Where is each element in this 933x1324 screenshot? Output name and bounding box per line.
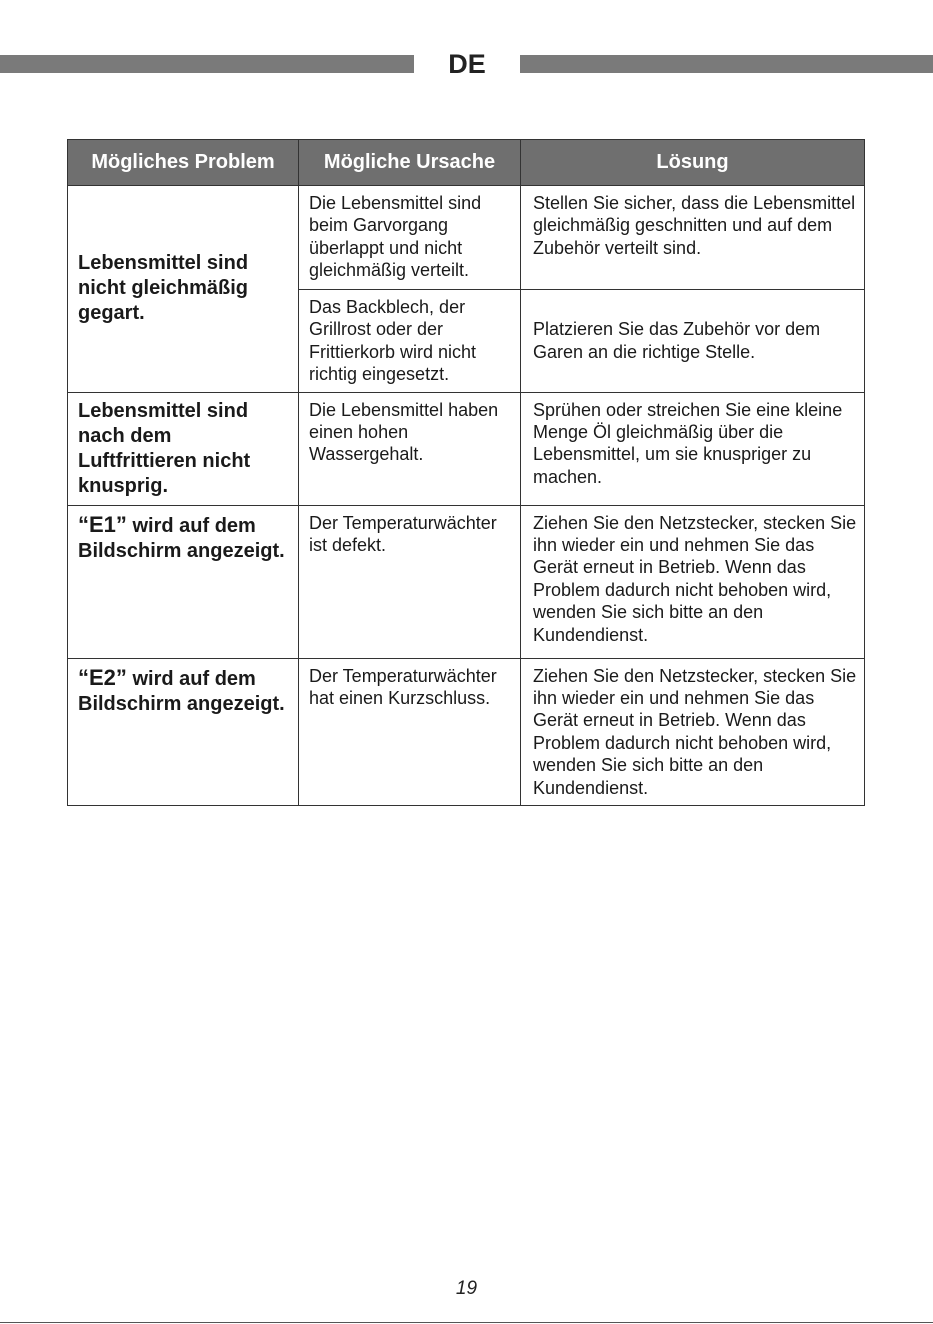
footer-divider	[0, 1322, 933, 1323]
cause-cell: Das Backblech, der Grillrost oder der Frittierkorb wird nicht richtig eingesetzt.	[299, 290, 521, 393]
cause-cell: Die Lebensmittel haben einen hohen Wassergehalt.	[299, 392, 521, 505]
cause-cell: Die Lebensmittel sind beim Garvorgang überlappt und nicht gleichmäßig verteilt.	[299, 186, 521, 290]
solution-cell: Ziehen Sie den Netzstecker, stecken Sie ihn wieder ein und nehmen Sie das Gerät erneut in Betrieb. Wenn das Problem dadurch nicht behoben wird, wenden Sie sich bitte an den Kundendienst.	[521, 505, 865, 658]
page-number: 19	[455, 1278, 478, 1299]
solution-cell: Ziehen Sie den Netzstecker, stecken Sie ihn wieder ein und nehmen Sie das Gerät erneut in Betrieb. Wenn das Problem dadurch nicht behoben wird, wenden Sie sich bitte an den Kundendienst.	[521, 658, 865, 805]
column-header-solution: Lösung	[521, 140, 865, 186]
problem-cell: Lebensmittel sind nicht gleichmäßig gegart.	[68, 186, 299, 393]
problem-cell	[68, 505, 299, 658]
table-row	[68, 392, 865, 505]
table-header-row	[68, 140, 865, 186]
troubleshooting-table	[67, 139, 865, 806]
solution-cell: Platzieren Sie das Zubehör vor dem Garen an die richtige Stelle.	[521, 290, 865, 393]
error-code: “E2”	[78, 664, 127, 690]
problem-cell	[68, 658, 299, 805]
cause-cell: Der Temperaturwächter hat einen Kurzschluss.	[299, 658, 521, 805]
cause-cell: Der Temperaturwächter ist defekt.	[299, 505, 521, 658]
table-row	[68, 186, 865, 290]
problem-text: wird auf dem Bildschirm angezeigt.	[78, 667, 285, 715]
table-row	[68, 658, 865, 805]
header-bar-left	[0, 55, 414, 73]
solution-cell: Sprühen oder streichen Sie eine kleine Menge Öl gleichmäßig über die Lebensmittel, um sie knuspriger zu machen.	[521, 392, 865, 505]
error-code: “E1”	[78, 511, 127, 537]
problem-cell: Lebensmittel sind nach dem Luftfrittieren nicht knusprig.	[68, 392, 299, 505]
problem-text: wird auf dem Bildschirm angezeigt.	[78, 514, 285, 562]
table-row	[68, 505, 865, 658]
column-header-problem: Mögliches Problem	[68, 140, 299, 186]
solution-cell: Stellen Sie sicher, dass die Lebensmittel gleichmäßig geschnitten und auf dem Zubehör verteilt sind.	[521, 186, 865, 290]
language-label: DE	[448, 49, 486, 79]
header-bar-right	[520, 55, 933, 73]
column-header-cause: Mögliche Ursache	[299, 140, 521, 186]
